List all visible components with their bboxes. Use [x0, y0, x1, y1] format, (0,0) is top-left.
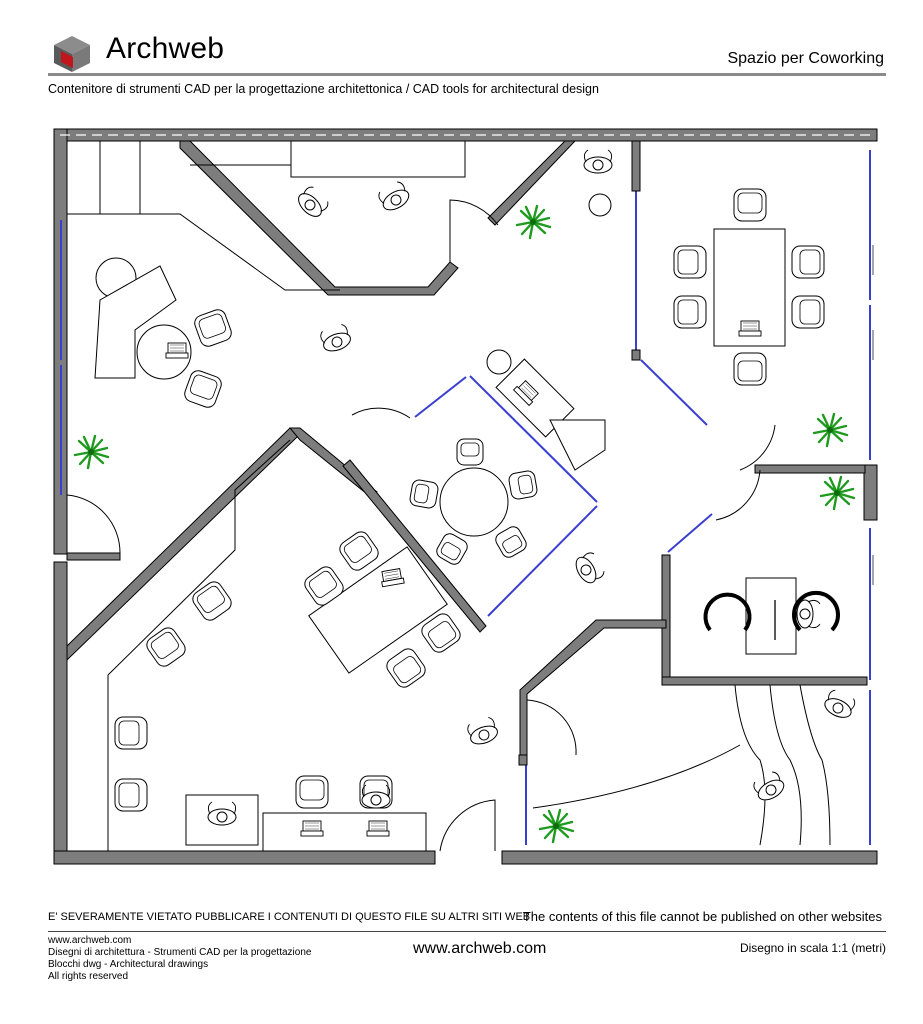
- footer-line-drawings: Disegni di architettura - Strumenti CAD per la progettazione: [48, 947, 312, 958]
- footer-line-rights: All rights reserved: [48, 971, 129, 982]
- furniture: [67, 141, 838, 851]
- brand-name: Archweb: [106, 32, 225, 65]
- warning-english: The contents of this file cannot be published on other websites: [522, 909, 882, 924]
- page-title: Spazio per Coworking: [727, 50, 884, 67]
- footer-line-blocks: Blocchi dwg - Architectural drawings: [48, 959, 209, 970]
- warning-italian: E' SEVERAMENTE VIETATO PUBBLICARE I CONTENUTI DI QUESTO FILE SU ALTRI SITI WEB: [48, 911, 531, 923]
- drawing-scale: Disegno in scala 1:1 (metri): [739, 941, 886, 955]
- subtitle: Contenitore di strumenti CAD per la progettazione architettonica / CAD tools for architectural design: [48, 82, 599, 96]
- footer-divider: [48, 931, 886, 932]
- footer-url: www.archweb.com: [413, 940, 547, 957]
- footer-line-website: www.archweb.com: [48, 935, 132, 946]
